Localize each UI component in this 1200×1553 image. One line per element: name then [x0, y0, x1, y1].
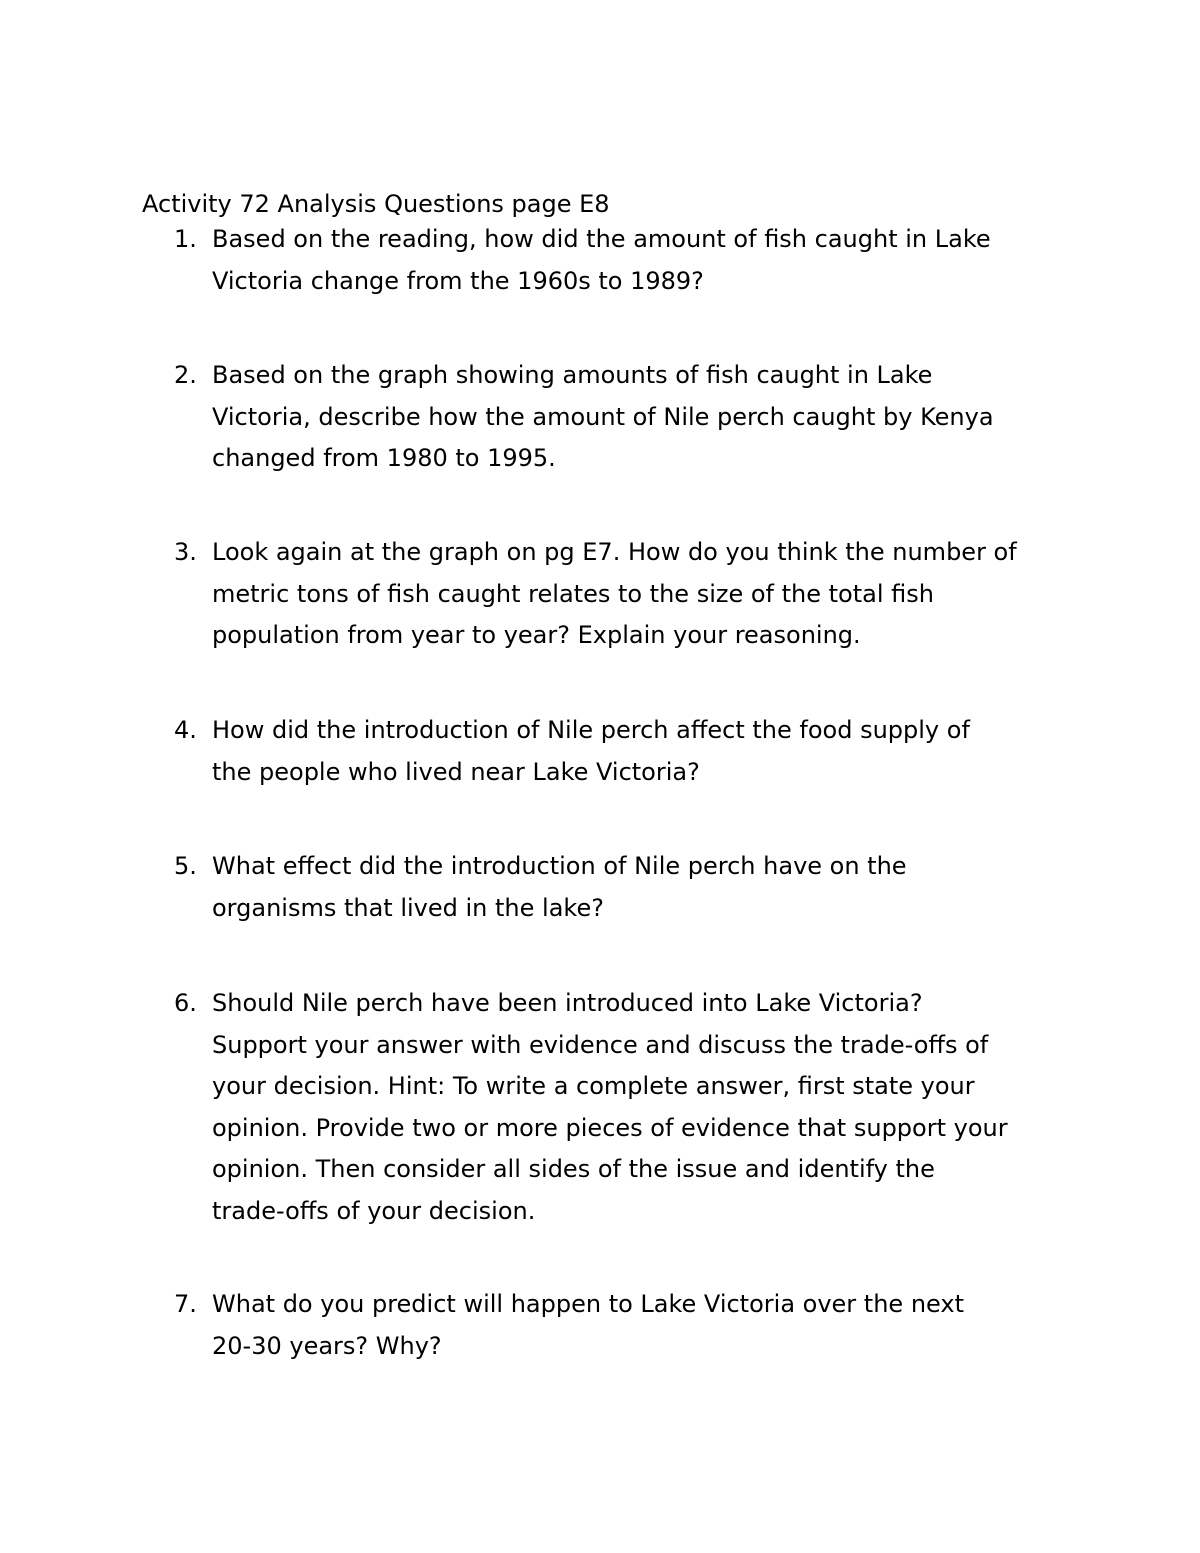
question-number: 7.	[174, 1290, 197, 1318]
question-1	[174, 219, 1074, 302]
question-line: population from year to year? Explain your reasoning.	[212, 621, 861, 650]
question-number: 6.	[174, 989, 197, 1017]
question-line: Look again at the graph on pg E7. How do you think the number of	[212, 538, 1017, 566]
question-text	[212, 846, 1074, 929]
question-line: What do you predict will happen to Lake Victoria over the next	[212, 1290, 964, 1318]
question-line: opinion. Then consider all sides of the issue and identify the	[212, 1155, 935, 1184]
question-line: Victoria change from the 1960s to 1989?	[212, 266, 704, 295]
question-line: changed from 1980 to 1995.	[212, 444, 556, 473]
question-line: What effect did the introduction of Nile perch have on the	[212, 852, 907, 880]
question-line: metric tons of fish caught relates to the size of the total fish	[212, 579, 934, 608]
question-line: 20-30 years? Why?	[212, 1331, 442, 1360]
question-line: Victoria, describe how the amount of Nile perch caught by Kenya	[212, 402, 994, 431]
question-3	[174, 532, 1074, 657]
question-line: Should Nile perch have been introduced into Lake Victoria?	[212, 989, 923, 1017]
question-line: opinion. Provide two or more pieces of evidence that support your	[212, 1113, 1008, 1142]
question-line: trade-offs of your decision.	[212, 1196, 536, 1225]
question-4	[174, 710, 1074, 793]
question-2	[174, 355, 1074, 480]
question-number: 5.	[174, 852, 197, 880]
question-text	[212, 1284, 1074, 1367]
question-line: the people who lived near Lake Victoria?	[212, 757, 700, 786]
question-line: organisms that lived in the lake?	[212, 893, 604, 922]
question-number: 4.	[174, 716, 197, 744]
question-line: your decision. Hint: To write a complete answer, first state your	[212, 1072, 975, 1101]
question-number: 3.	[174, 538, 197, 566]
question-text	[212, 710, 1074, 793]
question-line: Based on the graph showing amounts of fish caught in Lake	[212, 361, 933, 389]
question-text	[212, 219, 1074, 302]
question-5	[174, 846, 1074, 929]
question-6	[174, 983, 1074, 1233]
question-line: How did the introduction of Nile perch affect the food supply of	[212, 716, 970, 744]
question-text	[212, 355, 1074, 480]
question-number: 1.	[174, 225, 197, 253]
question-text	[212, 983, 1074, 1233]
question-line: Support your answer with evidence and discuss the trade-offs of	[212, 1030, 989, 1059]
question-text	[212, 532, 1074, 657]
question-line: Based on the reading, how did the amount of fish caught in Lake	[212, 225, 991, 253]
question-number: 2.	[174, 361, 197, 389]
document-title: Activity 72 Analysis Questions page E8	[142, 190, 610, 218]
question-7	[174, 1284, 1074, 1367]
